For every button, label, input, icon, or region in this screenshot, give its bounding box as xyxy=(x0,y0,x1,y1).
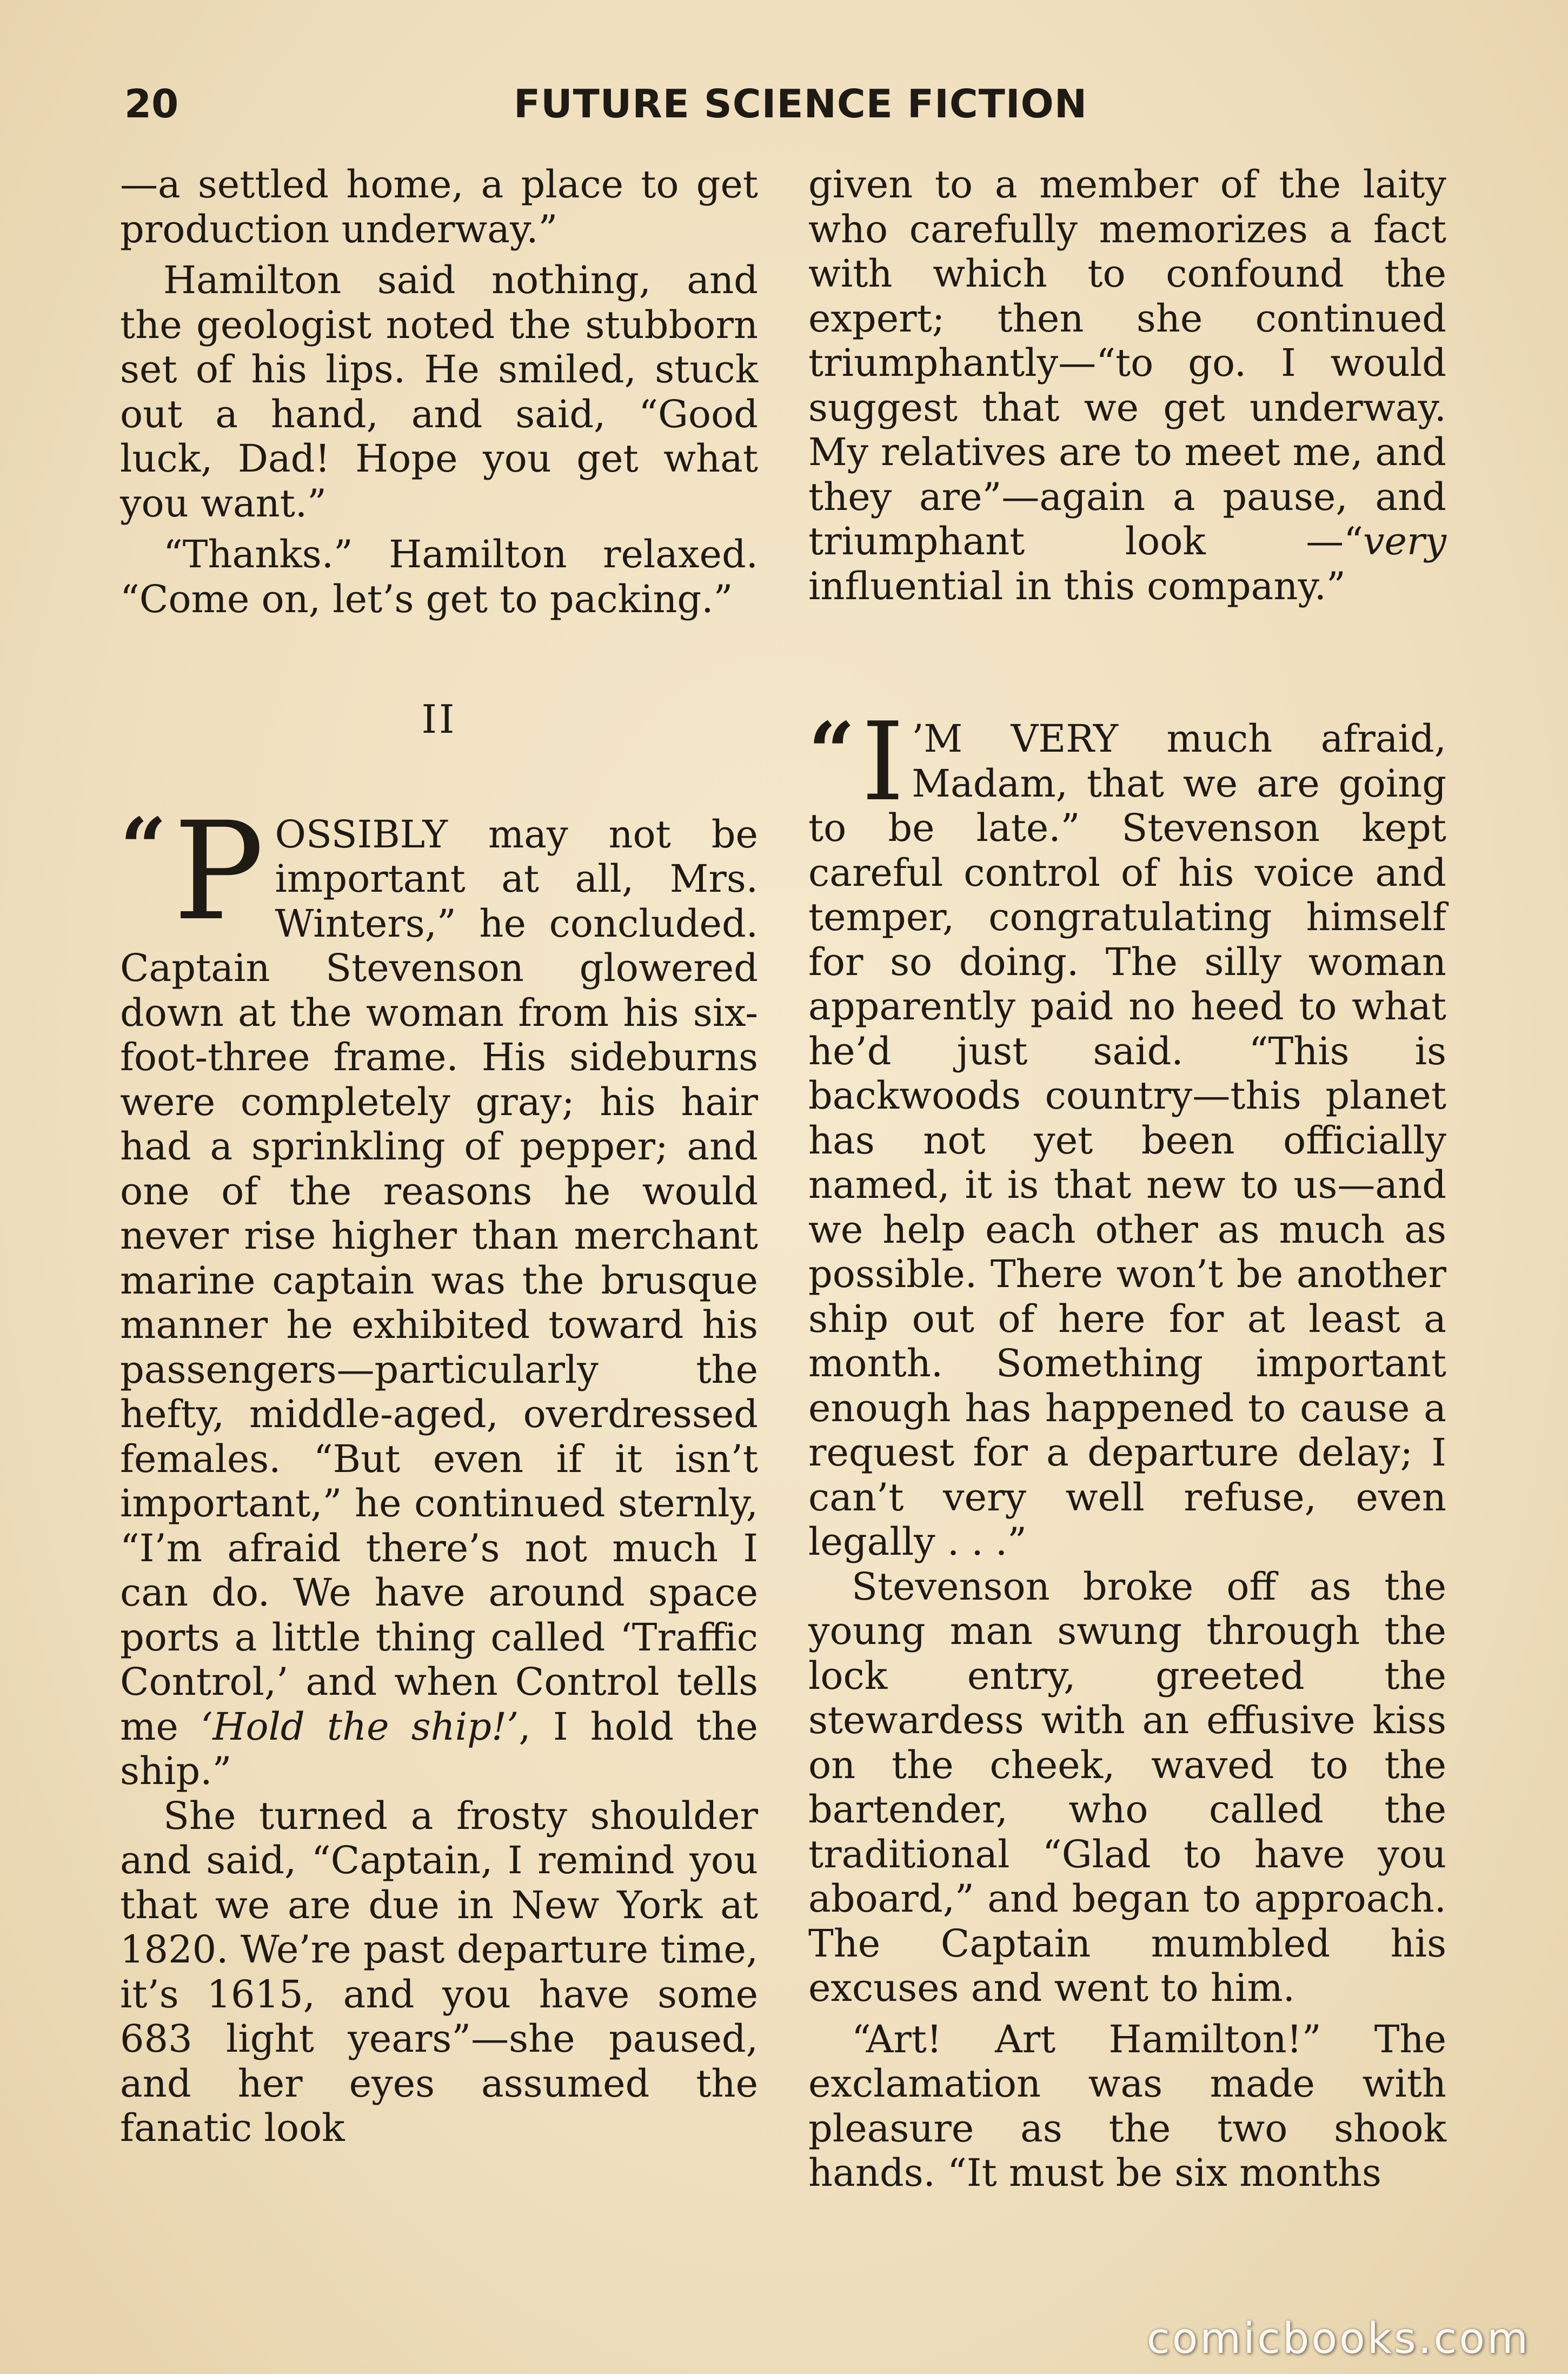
paragraph-text-end: , I hold the ship.” xyxy=(120,1704,758,1793)
page-header xyxy=(124,81,1444,141)
paragraph-text-end: influential in this company.” xyxy=(808,563,1346,608)
drop-cap-letter: I xyxy=(861,699,905,825)
paragraph: Hamilton said nothing, and the geologist noted the stubborn set of his lips. He smiled, stuck out a hand, and said, “Good luck, Dad! Hope you get what you want.” xyxy=(120,258,758,526)
paragraph: “Thanks.” Hamilton relaxed. “Come on, let’s get to packing.” xyxy=(120,532,758,621)
dropcap-paragraph xyxy=(808,699,1446,1564)
paragraph: —a settled home, a place to get production underway.” xyxy=(120,162,758,251)
running-title: FUTURE SCIENCE FICTION xyxy=(514,81,1088,127)
italic-word: very xyxy=(1363,519,1446,563)
opening-quote-mark: “ xyxy=(120,800,167,896)
paragraph: She turned a frosty shoulder and said, “Captain, I remind you that we are due in New York at 1820. We’re past departure time, it’s 1615, and you have some 683 light years”—she paused, and her eyes assumed the fanatic look xyxy=(120,1793,758,2150)
lead-in-caps: ’M VERY xyxy=(912,717,1119,761)
dropcap-paragraph xyxy=(120,792,758,1794)
right-column xyxy=(808,162,1446,2260)
paragraph-text: may not be important at all, Mrs. Winters,” he concluded. Captain Stevenson glowered down at the woman from his six-foot-three frame. His sideburns were completely gray; his hair had a sprinkling of pepper; and one of the reasons he would never rise higher than merchant marine captain was the brusque manner he exhibited toward his passengers—particularly the hefty, middle-aged, overdressed females. “But even if it isn’t important,” he continued sternly, “I’m afraid there’s not much I can do. We have around space ports a little thing called ‘Traffic Control,’ and when Control tells me xyxy=(120,812,758,1749)
section-break xyxy=(808,608,1446,717)
paragraph: “Art! Art Hamilton!” The exclamation was made with pleasure as the two shook hands. “It must be six months xyxy=(808,2017,1446,2195)
section-heading: II xyxy=(421,697,457,742)
left-column xyxy=(120,162,758,2260)
page-number: 20 xyxy=(124,81,179,127)
paragraph: Stevenson broke off as the young man swung through the lock entry, greeted the stewardess with an effusive kiss on the cheek, waved to the bartender, who called the traditional “Glad to have you aboard,” and began to approach. The Captain mumbled his excuses and went to him. xyxy=(808,1564,1446,2010)
paragraph-text: much afraid, Madam, that we are going to be late.” Stevenson kept careful control of his voice and temper, congratulating himself for so doing. The silly woman apparently paid no heed to what he’d just said. “This is backwoods country—this planet has not yet been officially named, it is that new to us—and we help each other as much as possible. There won’t be another ship out of here for at least a month. Something important enough has happened to cause a request for a departure delay; I can’t very well refuse, even legally . . .” xyxy=(808,717,1446,1564)
paragraph xyxy=(808,162,1446,608)
lead-in-caps: OSSIBLY xyxy=(275,812,448,857)
watermark-logo: comicbooks.com xyxy=(1146,2315,1530,2363)
paragraph-text: given to a member of the laity who carefully memorizes a fact with which to confound the expert; then she continued triumphantly—“to go. I would suggest that we get underway. My relatives are to meet me, and they are”—again a pause, and triumphant look —“ xyxy=(808,162,1446,563)
drop-cap-letter: P xyxy=(173,792,264,950)
italic-phrase: ‘Hold the ship!’ xyxy=(201,1704,519,1749)
opening-quote-mark: “ xyxy=(808,705,855,800)
